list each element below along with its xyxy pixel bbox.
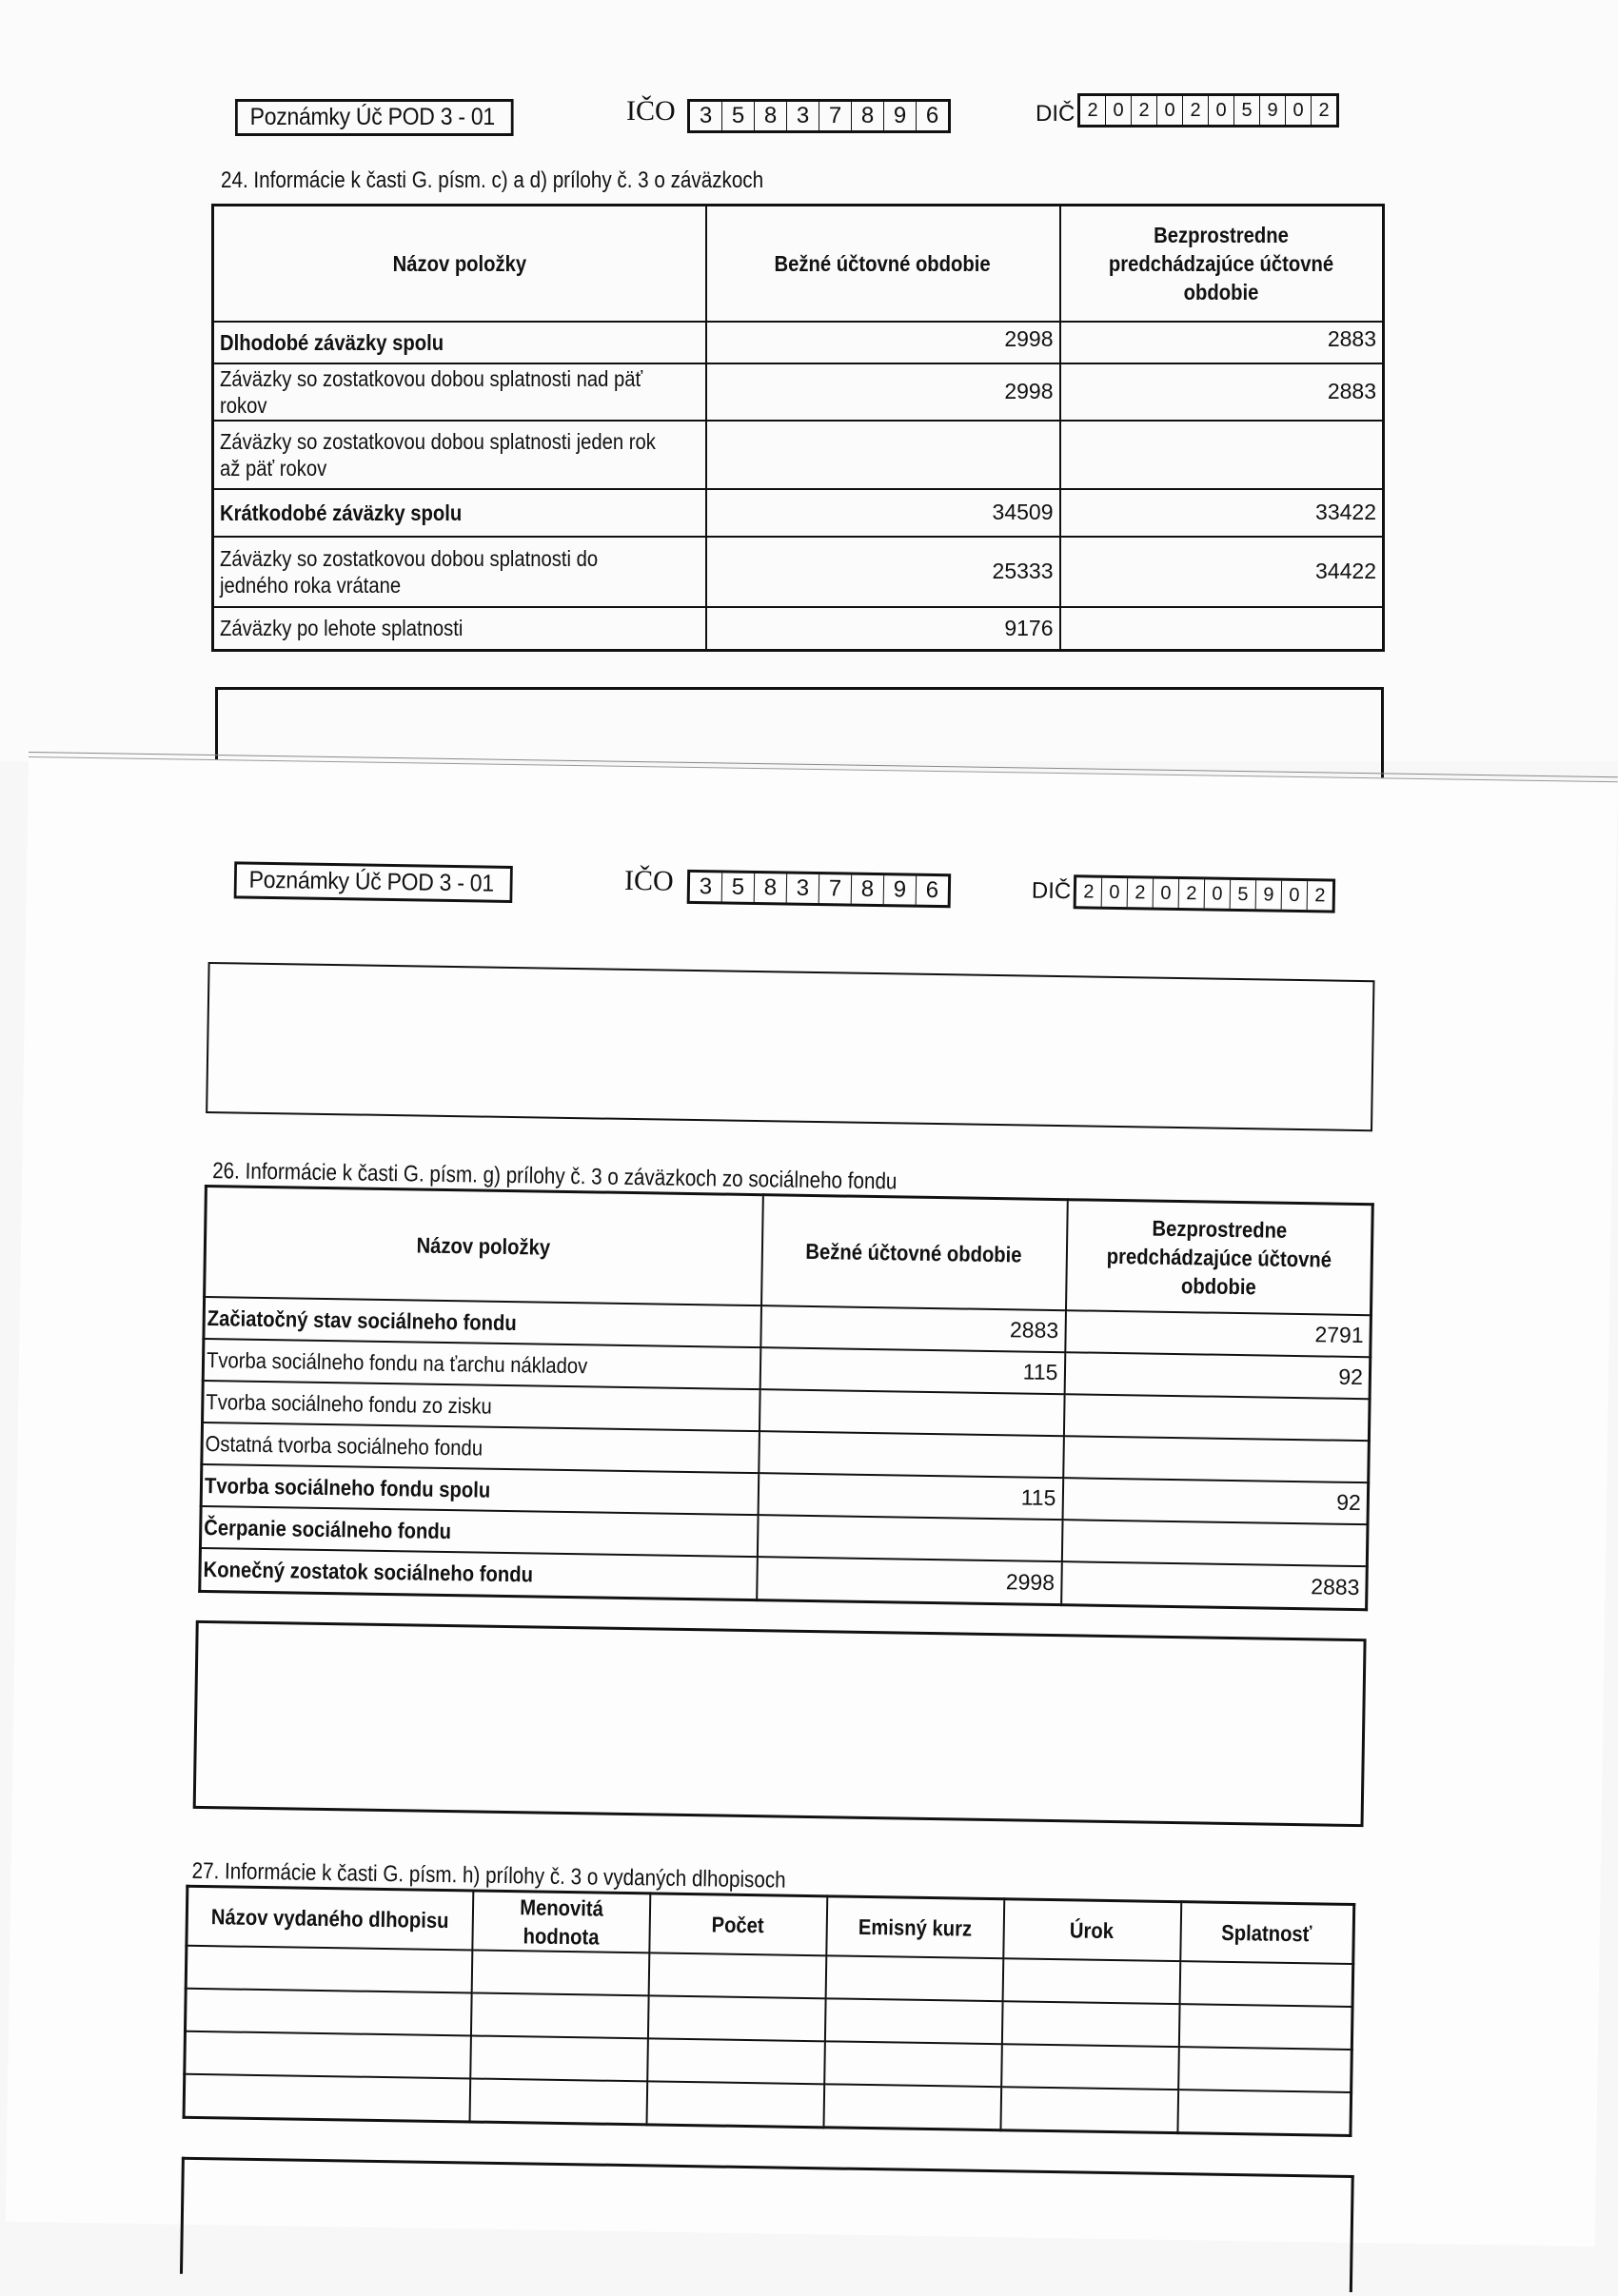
- ico-digit: 8: [852, 102, 884, 130]
- issue-price-cell: [825, 1955, 1003, 2001]
- ico-digit: 5: [722, 873, 755, 902]
- document-page-1: [0, 0, 1618, 761]
- dic-digit-boxes: [1074, 874, 1336, 913]
- row-label: Tvorba sociálneho fondu na ťarchu nákladov: [203, 1338, 760, 1388]
- column-header-interest: Úrok: [1003, 1899, 1181, 1961]
- column-header-maturity: Splatnosť: [1180, 1902, 1354, 1964]
- dic-digit: 2: [1314, 885, 1326, 907]
- row-label: Záväzky so zostatkovou dobou splatnosti nad päť rokov: [213, 363, 706, 421]
- ico-digit: 9: [884, 875, 917, 905]
- column-header-current: Bežné účtovné obdobie: [706, 206, 1060, 322]
- dic-digit: 0: [1157, 96, 1183, 125]
- column-header-nominal-value: Menovitá hodnota: [472, 1891, 650, 1953]
- maturity-cell: [1179, 1961, 1353, 2007]
- ico-digit: 5: [722, 102, 755, 130]
- ico-digit: 8: [755, 873, 787, 903]
- form-label: Poznámky Úč POD 3 - 01: [248, 866, 495, 897]
- previous-period-value: 2883: [1061, 1561, 1368, 1610]
- dic-digit: 0: [1106, 96, 1132, 125]
- row-label: Tvorba sociálneho fondu zo zisku: [203, 1380, 760, 1430]
- count-cell: [646, 2081, 824, 2127]
- interest-cell: [1002, 1958, 1180, 2004]
- maturity-cell: [1178, 2047, 1352, 2092]
- table-row: [213, 489, 1384, 537]
- count-cell: [647, 2038, 825, 2084]
- dic-digit: 0: [1286, 96, 1312, 125]
- row-label: Záväzky so zostatkovou dobou splatnosti do jedného roka vrátane: [213, 537, 706, 607]
- section-27-title: 27. Informácie k časti G. písm. h) prílohy č. 3 o vydaných dlhopisoch: [191, 1857, 786, 1894]
- interest-cell: [1001, 2044, 1179, 2090]
- form-label: Poznámky Úč POD 3 - 01: [249, 104, 495, 130]
- current-period-value: 2998: [706, 363, 1060, 421]
- current-period-value: 25333: [706, 537, 1060, 607]
- column-header-issue-price: Emisný kurz: [826, 1896, 1004, 1958]
- dic-digit: 2: [1128, 878, 1154, 907]
- form-label-box: [235, 99, 513, 136]
- ico-digit: 3: [787, 102, 819, 130]
- ico-label: IČO: [623, 864, 674, 897]
- current-period-value: 115: [760, 1347, 1065, 1394]
- table-row: [213, 537, 1384, 607]
- section-26-table: [198, 1185, 1374, 1611]
- form-label-box: [234, 861, 513, 903]
- row-label: Konečný zostatok sociálneho fondu: [200, 1547, 758, 1599]
- ico-label: IČO: [626, 95, 676, 127]
- interest-cell: [1000, 2087, 1178, 2132]
- dic-digit: 5: [1231, 880, 1256, 909]
- dic-digit: 2: [1179, 879, 1205, 908]
- current-period-value: [706, 421, 1060, 489]
- current-period-value: [759, 1389, 1064, 1436]
- previous-period-value: 2791: [1065, 1310, 1371, 1357]
- dic-digit: 2: [1183, 96, 1209, 125]
- table-row: [213, 322, 1384, 363]
- column-header-previous: Bezprostredne predchádzajúce účtovné obdobie: [1060, 206, 1384, 322]
- dic-digit: 2: [1318, 100, 1330, 121]
- previous-period-value: 92: [1064, 1352, 1371, 1399]
- current-period-value: [759, 1431, 1064, 1478]
- previous-period-value: [1063, 1394, 1370, 1441]
- dic-label: DIČ: [1031, 877, 1072, 905]
- row-label: Záväzky po lehote splatnosti: [213, 607, 706, 651]
- dic-digit: 0: [1282, 881, 1308, 910]
- section-27-note-box: [180, 2157, 1354, 2292]
- dic-digit-boxes: [1077, 93, 1339, 128]
- section-26-note-box: [193, 1620, 1367, 1827]
- section-27-table: [183, 1885, 1356, 2137]
- dic-digit: 2: [1080, 96, 1106, 125]
- bond-name-cell: [185, 2031, 471, 2079]
- ico-digit: 6: [925, 876, 939, 904]
- dic-digit: 5: [1234, 96, 1260, 125]
- ico-digit: 7: [819, 102, 852, 130]
- column-header-previous: Bezprostredne predchádzajúce účtovné obdobie: [1065, 1200, 1372, 1315]
- issue-price-cell: [824, 1998, 1002, 2044]
- previous-period-value: [1060, 421, 1384, 489]
- previous-period-value: 2883: [1060, 363, 1384, 421]
- dic-digit: 0: [1102, 878, 1128, 907]
- previous-period-value: 92: [1062, 1478, 1369, 1524]
- previous-period-value: [1063, 1436, 1370, 1482]
- table-header-row: [213, 206, 1384, 322]
- section-24-table: [211, 204, 1385, 652]
- current-period-value: 115: [758, 1473, 1063, 1520]
- current-period-value: 34509: [706, 489, 1060, 537]
- current-period-value: 2998: [706, 322, 1060, 363]
- nominal-value-cell: [469, 2078, 647, 2124]
- previous-period-value: 2883: [1060, 322, 1384, 363]
- nominal-value-cell: [471, 1950, 649, 1995]
- ico-digit: 3: [787, 874, 819, 904]
- column-header-bond-name: Názov vydaného dlhopisu: [187, 1886, 473, 1950]
- table-row: [213, 363, 1384, 421]
- column-header-name: Názov položky: [213, 206, 706, 322]
- row-label: Začiatočný stav sociálneho fondu: [204, 1296, 761, 1346]
- ico-digit: 7: [819, 874, 852, 904]
- previous-period-value: [1061, 1520, 1368, 1566]
- ico-digit: 8: [755, 102, 787, 130]
- previous-period-value: 34422: [1060, 537, 1384, 607]
- document-page-2: [6, 756, 1618, 2247]
- table-header-row: [205, 1186, 1373, 1314]
- count-cell: [647, 1995, 825, 2041]
- ico-digit: 6: [925, 103, 939, 128]
- ico-digit-boxes: [687, 99, 951, 133]
- current-period-value: 2998: [757, 1557, 1062, 1605]
- count-cell: [648, 1953, 826, 1998]
- previous-period-value: 33422: [1060, 489, 1384, 537]
- section-24-title: 24. Informácie k časti G. písm. c) a d) prílohy č. 3 o záväzkoch: [221, 167, 764, 193]
- ico-digit: 3: [690, 873, 722, 902]
- interest-cell: [1001, 2001, 1179, 2047]
- dic-digit: 0: [1154, 879, 1179, 908]
- nominal-value-cell: [470, 1992, 648, 2038]
- dic-digit: 0: [1205, 879, 1231, 908]
- dic-digit: 0: [1209, 96, 1234, 125]
- current-period-value: 2883: [760, 1305, 1066, 1352]
- dic-digit: 2: [1076, 877, 1102, 906]
- bond-name-cell: [184, 2074, 470, 2122]
- maturity-cell: [1178, 2004, 1352, 2050]
- dic-digit: 9: [1260, 96, 1286, 125]
- bond-name-cell: [185, 1989, 471, 2036]
- issue-price-cell: [824, 2041, 1002, 2087]
- bond-name-cell: [186, 1946, 472, 1993]
- dic-label: DIČ: [1036, 101, 1075, 127]
- table-row: [213, 421, 1384, 489]
- row-label: Krátkodobé záväzky spolu: [213, 489, 706, 537]
- row-label: Ostatná tvorba sociálneho fondu: [202, 1422, 760, 1472]
- dic-digit: 9: [1256, 880, 1282, 909]
- ico-digit: 9: [884, 102, 917, 130]
- dic-digit: 2: [1132, 96, 1157, 125]
- ico-digit-boxes: [687, 870, 952, 908]
- column-header-current: Bežné účtovné obdobie: [761, 1195, 1068, 1310]
- current-period-value: 9176: [706, 607, 1060, 651]
- current-period-value: [757, 1515, 1062, 1561]
- faded-section-25-box: [206, 962, 1374, 1131]
- maturity-cell: [1177, 2090, 1352, 2135]
- nominal-value-cell: [470, 2035, 648, 2081]
- table-row: [213, 607, 1384, 651]
- issue-price-cell: [823, 2084, 1001, 2129]
- column-header-name: Názov položky: [205, 1186, 763, 1305]
- row-label: Záväzky so zostatkovou dobou splatnosti jeden rok až päť rokov: [213, 421, 706, 489]
- column-header-count: Počet: [649, 1894, 827, 1955]
- row-label: Dlhodobé záväzky spolu: [213, 322, 706, 363]
- section-26-title: 26. Informácie k časti G. písm. g) prílohy č. 3 o záväzkoch zo sociálneho fondu: [211, 1158, 898, 1195]
- previous-period-value: [1060, 607, 1384, 651]
- row-label: Čerpanie sociálneho fondu: [200, 1505, 758, 1556]
- ico-digit: 3: [690, 102, 722, 130]
- row-label: Tvorba sociálneho fondu spolu: [201, 1463, 759, 1514]
- ico-digit: 8: [852, 875, 884, 905]
